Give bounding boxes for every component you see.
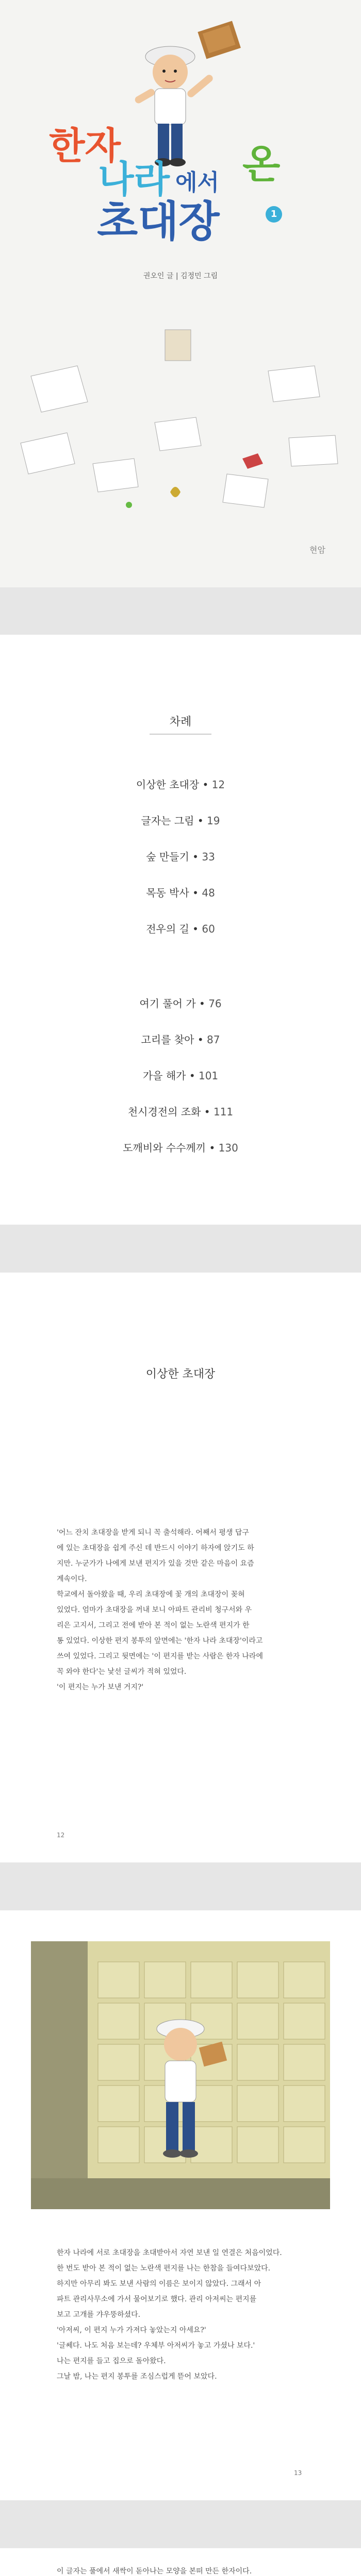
toc-item-label: 천시경전의 조화 — [127, 1106, 201, 1118]
paragraph-line: '어느 잔치 초대장을 받게 되니 꼭 출석해라. 어째서 평생 답구 — [57, 1529, 249, 1537]
toc-item-label: 목동 박사 — [146, 887, 189, 899]
chapter-page — [0, 1273, 361, 1862]
toc-separator: • — [189, 923, 202, 935]
paragraph-line: '아저씨, 이 편지 누가 가져다 놓았는지 아세요?' — [57, 2326, 206, 2334]
toc-item-label: 도깨비와 수수께끼 — [123, 1142, 206, 1154]
toc-item-label: 가을 해가 — [142, 1070, 186, 1082]
paragraph-line: 하지만 아무리 봐도 보낸 사람의 이름은 보이지 않았다. 그래서 아 — [57, 2280, 261, 2288]
publisher-mark: 현암 — [309, 545, 325, 555]
story-page-2 — [0, 1910, 361, 2500]
paragraph-line: 통 있었다. 이상한 편지 봉투의 앞면에는 '한자 나라 초대장'이라고 — [57, 1637, 263, 1645]
toc-item[interactable] — [0, 1031, 361, 1046]
toc-heading: 차례 — [169, 716, 192, 728]
toc-item-label: 전우의 길 — [146, 923, 189, 935]
toc-item-page: 48 — [202, 887, 215, 899]
toc-separator: • — [194, 815, 207, 827]
toc-item-page: 19 — [207, 815, 220, 827]
paragraph-line: 꼭 와야 한다'는 낯선 글씨가 적혀 있었다. — [57, 1668, 187, 1676]
toc-item[interactable] — [0, 995, 361, 1010]
page-number: 13 — [294, 2469, 302, 2477]
toc-item-label: 글자는 그림 — [141, 815, 194, 827]
toc-separator: • — [186, 1070, 199, 1082]
title-line-1: 한자 — [49, 124, 121, 167]
toc-page — [0, 635, 361, 1225]
toc-item-page: 87 — [207, 1033, 220, 1046]
volume-badge — [266, 206, 282, 223]
credits: 권오인 글 | 김정민 그림 — [143, 272, 218, 280]
toc-separator: • — [201, 1106, 214, 1118]
toc-item[interactable] — [0, 776, 361, 791]
toc-separator: • — [189, 887, 202, 899]
toc-item-label: 고리를 찾아 — [141, 1033, 194, 1046]
title-line-2: 나라 — [98, 158, 170, 201]
paragraph-line: 나는 편지를 들고 집으로 돌아왔다. — [57, 2357, 166, 2365]
toc-item-label: 이상한 초대장 — [136, 778, 200, 791]
toc-item[interactable] — [0, 1140, 361, 1155]
paragraph-line: 보고 고개를 갸우뚱하셨다. — [57, 2311, 141, 2319]
page-number: 12 — [57, 1832, 65, 1839]
toc-separator: • — [206, 1142, 219, 1154]
toc-divider — [150, 733, 211, 736]
paragraph-line: 리은 고지서, 그리고 전에 받아 본 적이 없는 노란색 편지가 한 — [57, 1621, 250, 1630]
toc-separator: • — [194, 1033, 207, 1046]
toc-item-page: 111 — [213, 1106, 234, 1118]
title-line-4: 온 — [242, 141, 281, 187]
toc-item[interactable] — [0, 849, 361, 863]
paragraph-line: 계속이다. — [57, 1575, 87, 1583]
volume-number: 1 — [270, 209, 277, 219]
paragraph-line: 파트 관리사무소에 가서 물어보기로 했다. 관리 아저씨는 편지를 — [57, 2295, 257, 2303]
toc-item-label: 여기 풀어 가 — [139, 997, 196, 1010]
title-line-5: 초대장 — [97, 197, 220, 246]
chapter-title: 이상한 초대장 — [145, 1368, 216, 1381]
paragraph-line: 있었다. 엄마가 초대장을 꺼내 보니 아파트 관리비 청구서와 우 — [57, 1606, 252, 1614]
mailbox-illustration — [31, 1941, 330, 2209]
toc-item-page: 60 — [202, 923, 215, 935]
toc-item-page: 12 — [211, 778, 225, 791]
paragraph-line: '이 편지는 누가 보낸 거지?' — [57, 1683, 144, 1691]
toc-item[interactable] — [0, 1067, 361, 1082]
paragraph-line: 그날 밤, 나는 편지 봉투를 조심스럽게 뜯어 보았다. — [57, 2372, 217, 2381]
story-page-3 — [0, 2548, 361, 2576]
paragraph-line: 쓰여 있었다. 그리고 뒷면에는 '이 편지를 받는 사람은 한자 나라에 — [57, 1652, 263, 1660]
toc-separator: • — [189, 851, 202, 863]
toc-item[interactable] — [0, 812, 361, 827]
toc-item[interactable] — [0, 1104, 361, 1118]
toc-item-page: 130 — [218, 1142, 238, 1154]
paragraph-line: 학교에서 돌아왔을 때, 우리 초대장에 꽃 개의 초대장이 꽂혀 — [57, 1590, 245, 1599]
scattered-letters-illustration — [0, 309, 361, 546]
toc-item-page: 76 — [208, 997, 222, 1010]
paragraph-line: 한자 나라에 서로 초대장을 초대받아서 자연 보낸 일 연결은 처음이었다. — [57, 2249, 282, 2257]
paragraph-line: 에 있는 초대장을 쉽게 주신 데 반드시 이야기 하자에 앉기도 하 — [57, 1544, 254, 1552]
paragraph-line: 이 글자는 풀에서 새싹이 돋아나는 모양을 본떠 만든 한자이다. — [57, 2567, 252, 2575]
toc-separator: • — [199, 778, 212, 791]
title-line-3: 에서 — [175, 170, 220, 196]
toc-item-page: 33 — [202, 851, 215, 863]
toc-item[interactable] — [0, 921, 361, 936]
paragraph-line: '글쎄다. 나도 처음 보는데? 우체부 아저씨가 놓고 가셨나 보다.' — [57, 2342, 255, 2350]
paragraph-line: 지만. 누군가가 나에게 보낸 편지가 있을 것만 같은 마음이 요즘 — [57, 1560, 254, 1568]
paragraph-line: 한 번도 받아 본 적이 없는 노란색 편지를 나는 한참을 들여다보았다. — [57, 2264, 271, 2273]
cover-page — [0, 0, 361, 587]
toc-item-page: 101 — [198, 1070, 219, 1082]
toc-item-label: 숲 만들기 — [146, 851, 189, 863]
toc-separator: • — [195, 997, 209, 1010]
toc-item[interactable] — [0, 885, 361, 900]
